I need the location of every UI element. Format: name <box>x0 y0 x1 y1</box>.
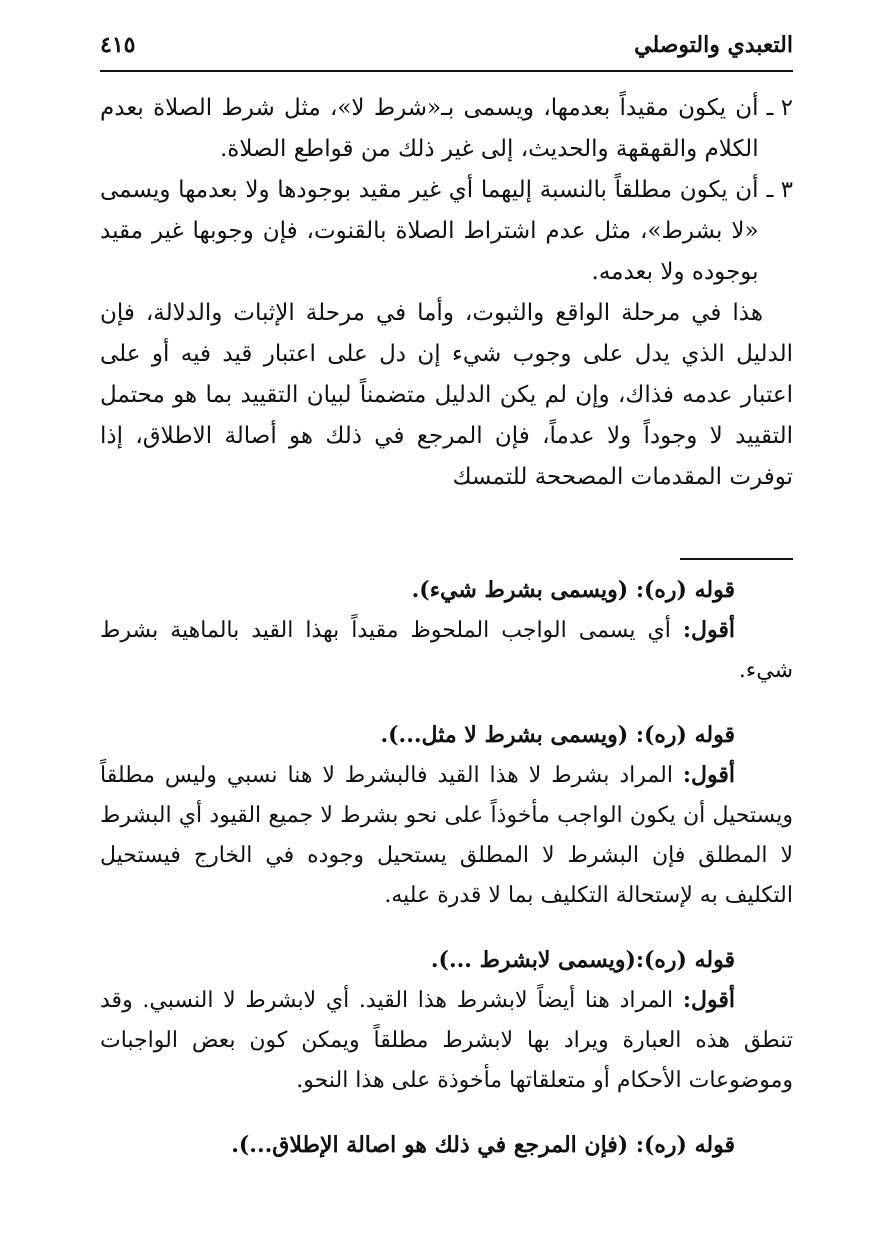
item-number: ٣ ـ <box>766 177 793 203</box>
page-header <box>100 28 793 68</box>
running-title: التعبدي والتوصلي <box>634 32 793 58</box>
numbered-item-3 <box>100 170 793 293</box>
qawl-heading: قوله (ره): (فإن المرجع في ذلك هو اصالة الإطلاق...). <box>231 1132 735 1158</box>
aqul-text: أي يسمى الواجب الملحوظ مقيداً بهذا القيد بالماهية بشرط شيء. <box>100 618 793 683</box>
footnotes <box>100 570 793 1189</box>
commentary-note <box>100 1125 793 1165</box>
commentary-note <box>100 570 793 691</box>
numbered-item-2 <box>100 88 793 170</box>
commentary-note <box>100 940 793 1101</box>
aqul-label: أقول: <box>682 617 736 643</box>
aqul-text: المراد هنا أيضاً لابشرط هذا القيد. أي لابشرط لا النسبي. وقد تنطق هذه العبارة ويراد بها لابشرط مطلقاً ويمكن كون بعض الواجبات وموضوعات الأحكام أو متعلقاتها مأخوذة على هذا النحو. <box>100 988 793 1093</box>
qawl-heading: قوله (ره): (ويسمى بشرط شيء). <box>411 577 735 603</box>
aqul-paragraph <box>100 610 793 691</box>
qawl-heading: قوله (ره): (ويسمى بشرط لا مثل...). <box>380 722 735 748</box>
commentary-note <box>100 715 793 916</box>
main-text <box>100 88 793 498</box>
header-rule <box>100 70 793 72</box>
aqul-label: أقول: <box>682 987 735 1013</box>
aqul-text: المراد بشرط لا هذا القيد فالبشرط لا هنا نسبي وليس مطلقاً ويستحيل أن يكون الواجب مأخوذاً على نحو بشرط لا جميع القيود أي البشرط لا المطلق فإن البشرط لا المطلق يستحيل وجوده في الخارج فيستحيل التكليف به لإستحالة التكليف بما لا قدرة عليه. <box>100 763 793 908</box>
aqul-label: أقول: <box>682 762 735 788</box>
qawl-heading: قوله (ره):(ويسمى لابشرط ...). <box>430 947 735 973</box>
footnote-separator <box>680 558 793 560</box>
page-number: ٤١٥ <box>100 32 136 58</box>
aqul-paragraph <box>100 755 793 916</box>
aqul-paragraph <box>100 980 793 1101</box>
item-number: ٢ ـ <box>766 95 793 121</box>
body-paragraph: هذا في مرحلة الواقع والثبوت، وأما في مرحلة الإثبات والدلالة، فإن الدليل الذي يدل على وجوب شيء إن دل على اعتبار قيد فيه أو على اعتبار عدمه فذاك، وإن لم يكن الدليل متضمناً لبيان التقييد بما هو محتمل التقييد لا وجوداً ولا عدماً، فإن المرجع في ذلك هو أصالة الاطلاق، إذا توفرت المقدمات المصححة للتمسك <box>100 300 793 490</box>
item-text: أن يكون مقيداً بعدمها، ويسمى بـ«شرط لا»، مثل شرط الصلاة بعدم الكلام والقهقهة والحديث، إلى غير ذلك من قواطع الصلاة. <box>100 95 759 162</box>
item-text: أن يكون مطلقاً بالنسبة إليهما أي غير مقيد بوجودها ولا بعدمها ويسمى «لا بشرط»، مثل عدم اشتراط الصلاة بالقنوت، فإن وجوبها غير مقيد بوجوده ولا بعدمه. <box>100 177 759 285</box>
